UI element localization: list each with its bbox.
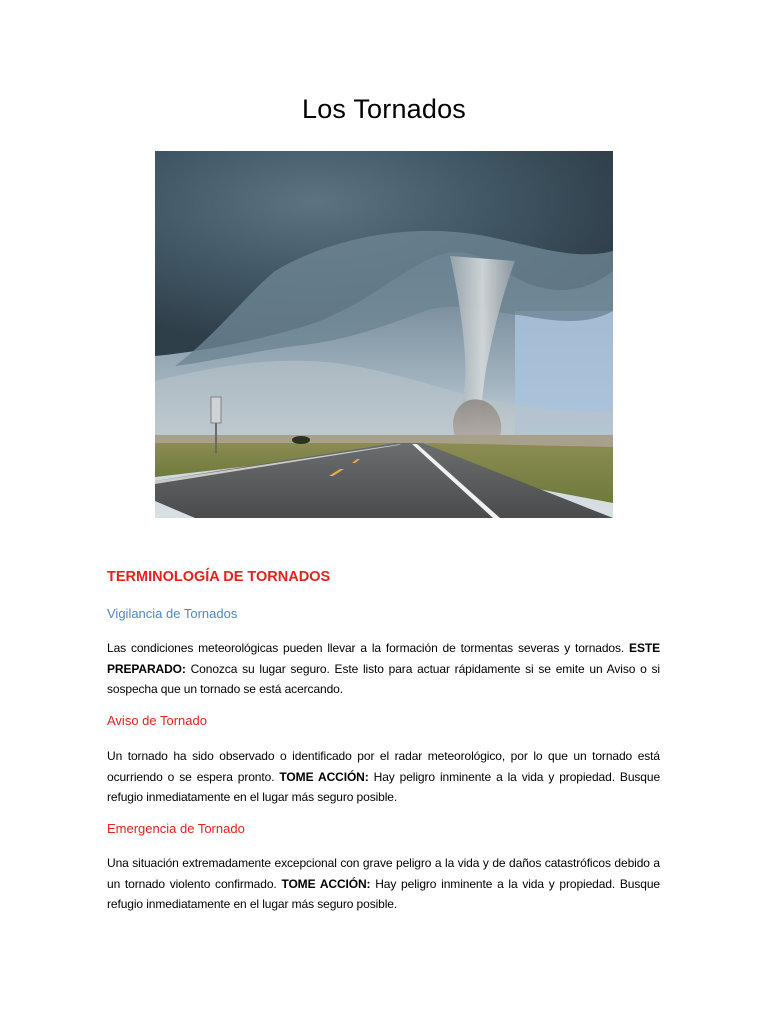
paragraph-emphasis: ESTE PREPARADO: [107, 641, 660, 676]
paragraph-text: Las condiciones meteorológicas pueden llevar a la formación de tormentas severas y tornados. [107, 641, 630, 655]
section-heading: TERMINOLOGÍA DE TORNADOS [107, 569, 331, 585]
subheading-aviso: Aviso de Tornado [107, 713, 207, 728]
subheading-emergencia: Emergencia de Tornado [107, 821, 245, 836]
subheading-vigilancia: Vigilancia de Tornados [107, 606, 238, 621]
paragraph-emphasis: TOME ACCIÓN: [279, 769, 369, 784]
tornado-photo [155, 151, 613, 518]
paragraph-text: Un tornado ha sido observado o identificado por el radar meteorológico, por lo que un tornado está ocurriendo o se espera pronto. [107, 749, 660, 784]
paragraph-emphasis: TOME ACCIÓN: [281, 876, 371, 891]
paragraph-text: Conozca su lugar seguro. Este listo para actuar rápidamente si se emite un Aviso o si sospecha que un tornado se está acercando. [107, 661, 660, 696]
paragraph-text: Hay peligro inminente a la vida y propiedad. Busque refugio inmediatamente en el lugar más seguro posible. [107, 769, 661, 804]
paragraph-vigilancia [107, 638, 660, 700]
paragraph-emergencia [107, 853, 660, 915]
paragraph-aviso [107, 746, 660, 808]
page-title: Los Tornados [301, 94, 467, 124]
paragraph-text: Una situación extremadamente excepcional con grave peligro a la vida y de daños catastróficos debido a un tornado violento confirmado. [107, 856, 660, 891]
paragraph-text: Hay peligro inminente a la vida y propiedad. Busque refugio inmediatamente en el lugar más seguro posible. [107, 876, 661, 911]
